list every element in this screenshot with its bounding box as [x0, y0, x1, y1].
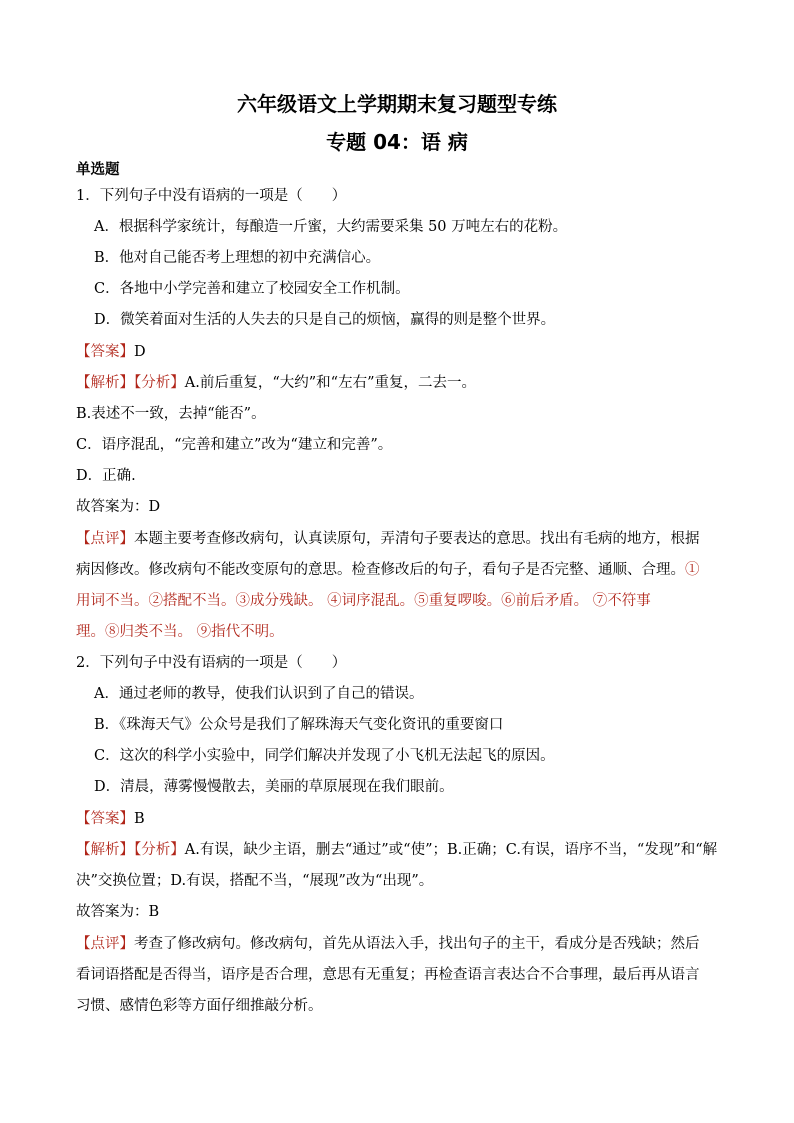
q1-stem: 1．下列句子中没有语病的一项是（ ）: [76, 188, 347, 204]
q2-option-a: A．通过老师的教导，使我们认识到了自己的错误。: [94, 686, 424, 702]
document-title: 六年级语文上学期期末复习题型专练: [237, 92, 557, 116]
q1-review-text1: 本题主要考查修改病句，认真读原句，弄清句子要表达的意思。找出有毛病的地方，根据: [134, 531, 700, 547]
q1-analysis-d: D．正确.: [76, 468, 136, 484]
q2-review-line2: 看词语搭配是否得当，语序是否合理，意思有无重复；再检查语言表达合不合事理，最后再从语言: [76, 967, 700, 983]
q2-answer-line: [76, 809, 145, 829]
q1-option-d: D．微笑着面对生活的人失去的只是自己的烦恼，赢得的则是整个世界。: [94, 312, 556, 328]
q1-review-line1: [76, 529, 700, 549]
document-subtitle: 专题 04：语 病: [326, 130, 468, 154]
q2-analysis-line2: 决”交换位置；D.有误，搭配不当，“展现”改为“出现”。: [76, 873, 434, 889]
q1-answer-value: D: [134, 344, 146, 360]
q2-review-line3: 习惯、感情色彩等方面仔细推敲分析。: [76, 998, 323, 1014]
q1-analysis-c: C．语序混乱，“完善和建立”改为“建立和完善”。: [76, 437, 393, 453]
q1-review-tag: 【点评】: [76, 531, 134, 547]
q1-review-line4: 理。⑧归类不当。 ⑨指代不明。: [76, 624, 284, 640]
q1-analysis-b: B.表述不一致，去掉“能否”。: [76, 406, 266, 422]
q2-analysis-text1: A.有误，缺少主语，删去“通过”或“使”；B.正确；C.有误，语序不当，“发现”和“解: [184, 842, 718, 858]
q2-review-text1: 考查了修改病句。修改病句，首先从语法入手，找出句子的主干，看成分是否残缺；然后: [134, 936, 700, 952]
q2-option-c: C．这次的科学小实验中，同学们解决并发现了小飞机无法起飞的原因。: [94, 748, 555, 764]
q1-answer-tag: 【答案】: [76, 344, 134, 360]
q2-answer-value: B: [134, 811, 145, 827]
q2-option-b: B．《珠海天气》公众号是我们了解珠海天气变化资讯的重要窗口: [94, 717, 504, 733]
q1-review-circle1: ①: [685, 562, 700, 578]
q1-option-c: C．各地中小学完善和建立了校园安全工作机制。: [94, 281, 410, 297]
q2-analysis-tag: 【解析】【分析】: [76, 842, 185, 858]
section-label: 单选题: [76, 162, 120, 178]
q1-option-b: B．他对自己能否考上理想的初中充满信心。: [94, 250, 381, 266]
q2-answer-tag: 【答案】: [76, 811, 134, 827]
q1-answer-line: [76, 342, 146, 362]
q1-analysis-line: [76, 373, 476, 393]
q2-review-line1: [76, 934, 700, 954]
q1-review-text2: 病因修改。修改病句不能改变原句的意思。检查修改后的句子，看句子是否完整、通顺、合理。: [76, 562, 685, 578]
q1-final-answer: 故答案为：D: [76, 499, 161, 515]
q2-review-tag: 【点评】: [76, 936, 134, 952]
q2-final-answer: 故答案为：B: [76, 904, 160, 920]
q1-analysis-first: A.前后重复，“大约”和“左右”重复，二去一。: [184, 375, 476, 391]
q2-analysis-line1: [76, 840, 717, 860]
q1-review-line2: [76, 560, 700, 580]
q2-option-d: D．清晨，薄雾慢慢散去，美丽的草原展现在我们眼前。: [94, 779, 454, 795]
q1-review-line3: 用词不当。②搭配不当。③成分残缺。 ④词序混乱。⑤重复啰唆。⑥前后矛盾。 ⑦不符事: [76, 593, 651, 609]
q1-analysis-tag: 【解析】【分析】: [76, 375, 185, 391]
q1-option-a: A．根据科学家统计，每酿造一斤蜜，大约需要采集 50 万吨左右的花粉。: [94, 219, 568, 235]
q2-stem: 2．下列句子中没有语病的一项是（ ）: [76, 655, 347, 671]
